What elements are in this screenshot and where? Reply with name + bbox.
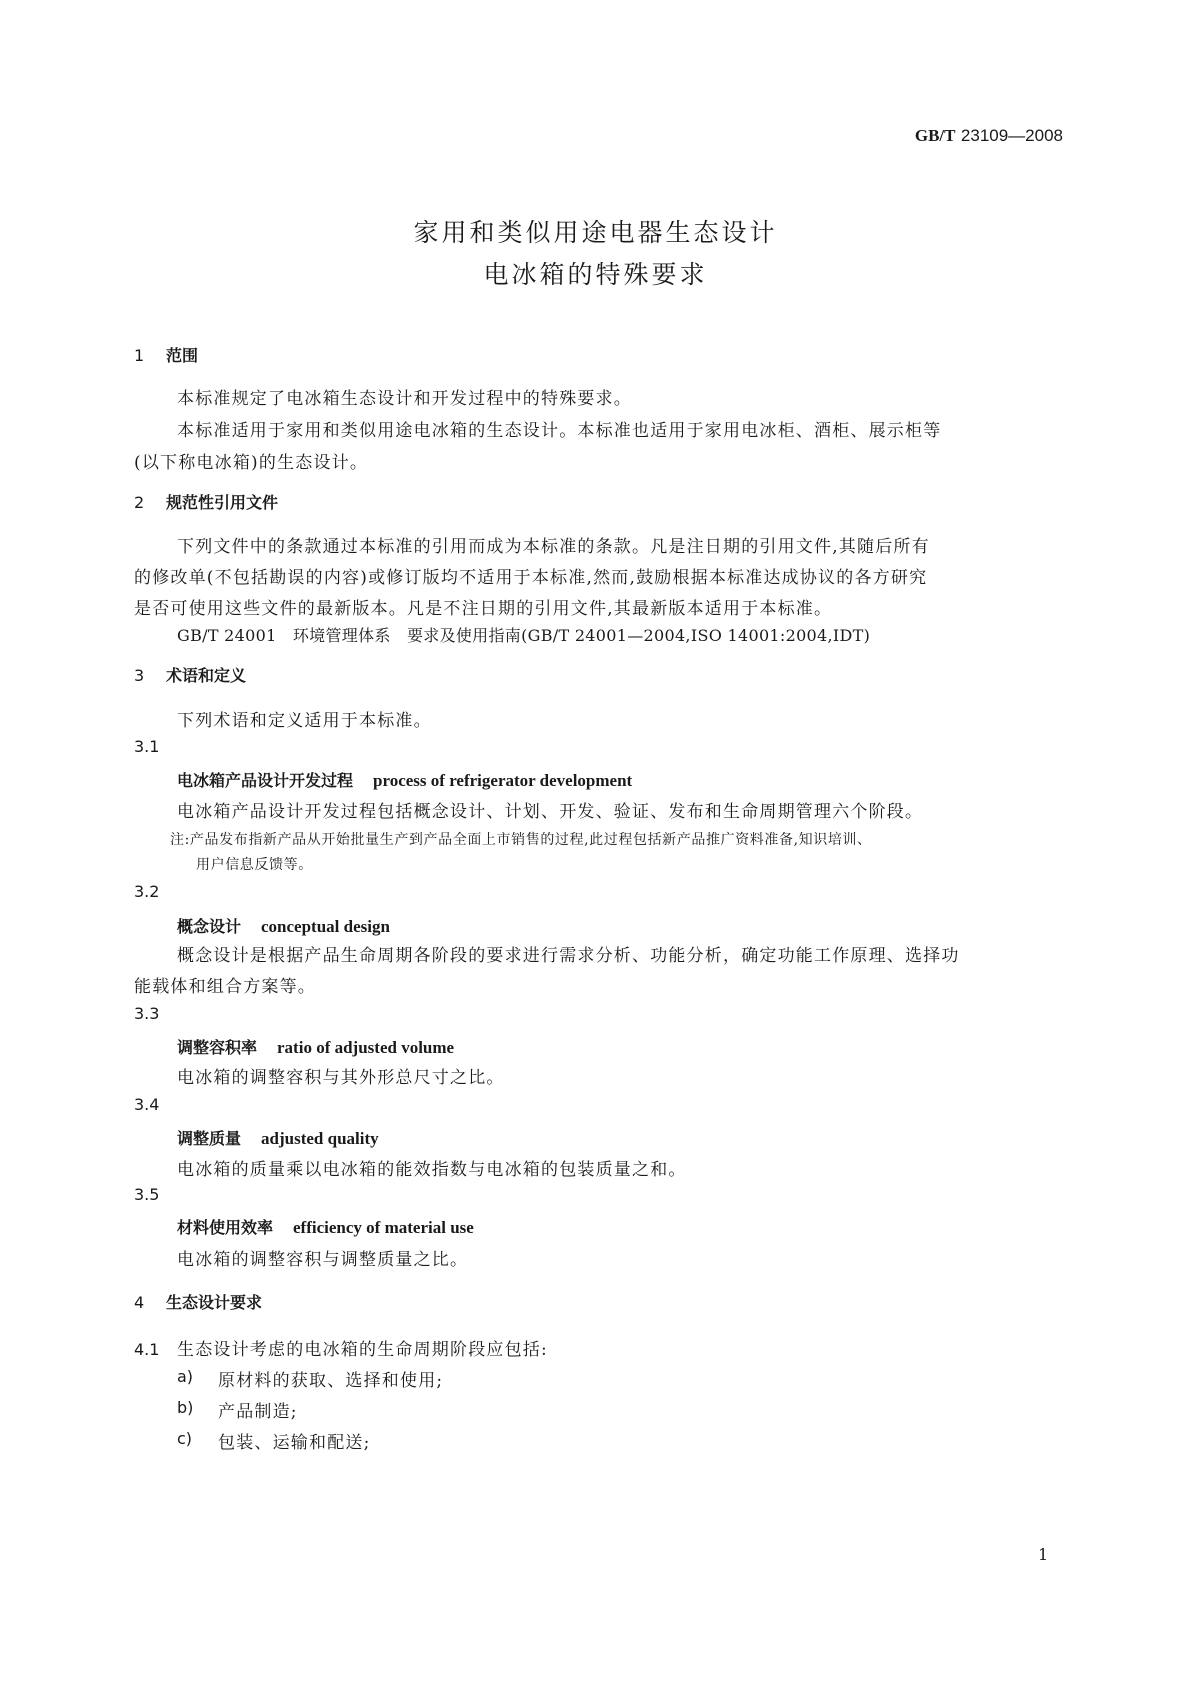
page-number: 1 bbox=[1038, 1545, 1049, 1564]
term-heading: 电冰箱产品设计开发过程 process of refrigerator development bbox=[177, 771, 633, 790]
term-heading: 材料使用效率 efficiency of material use bbox=[177, 1218, 474, 1237]
section-heading-1: 1 范围 bbox=[134, 346, 199, 365]
clause-number: 3.5 bbox=[134, 1185, 160, 1204]
term-heading: 概念设计 conceptual design bbox=[177, 917, 390, 936]
term-definition: 电冰箱产品设计开发过程包括概念设计、计划、开发、验证、发布和生命周期管理六个阶段。 bbox=[177, 802, 924, 822]
list-item-label: a) bbox=[177, 1367, 194, 1386]
clause-4-1: 4.1 生态设计考虑的电冰箱的生命周期阶段应包括: bbox=[134, 1340, 548, 1360]
paragraph: (以下称电冰箱)的生态设计。 bbox=[134, 453, 369, 473]
note: 用户信息反馈等。 bbox=[196, 857, 313, 873]
standard-number: 23109—2008 bbox=[960, 126, 1063, 145]
term-definition: 概念设计是根据产品生命周期各阶段的要求进行需求分析、功能分析，确定功能工作原理、选择功 bbox=[177, 946, 960, 966]
normative-reference: GB/T 24001 环境管理体系 要求及使用指南(GB/T 24001—2004,ISO 14001:2004,IDT) bbox=[177, 626, 871, 645]
term-definition: 电冰箱的质量乘以电冰箱的能效指数与电冰箱的包装质量之和。 bbox=[177, 1160, 687, 1180]
clause-number: 3.1 bbox=[134, 737, 160, 756]
paragraph: 下列文件中的条款通过本标准的引用而成为本标准的条款。凡是注日期的引用文件,其随后所有 bbox=[177, 537, 930, 557]
paragraph: 是否可使用这些文件的最新版本。凡是不注日期的引用文件,其最新版本适用于本标准。 bbox=[134, 599, 833, 619]
term-heading: 调整容积率 ratio of adjusted volume bbox=[177, 1038, 455, 1057]
paragraph: 下列术语和定义适用于本标准。 bbox=[177, 711, 432, 731]
term-definition: 能载体和组合方案等。 bbox=[134, 977, 316, 997]
list-item-text: 原材料的获取、选择和使用; bbox=[218, 1371, 444, 1391]
list-item-text: 包装、运输和配送; bbox=[218, 1433, 371, 1453]
clause-number: 3.2 bbox=[134, 882, 160, 901]
paragraph: 本标准适用于家用和类似用途电冰箱的生态设计。本标准也适用于家用电冰柜、酒柜、展示柜等 bbox=[177, 421, 942, 441]
list-item-label: c) bbox=[177, 1429, 193, 1448]
note: 注:产品发布指新产品从开始批量生产到产品全面上市销售的过程,此过程包括新产品推广资料准备,知识培训、 bbox=[170, 832, 872, 848]
section-heading-4: 4 生态设计要求 bbox=[134, 1293, 263, 1312]
document-title-line1: 家用和类似用途电器生态设计 bbox=[413, 218, 778, 247]
list-item-text: 产品制造; bbox=[218, 1402, 298, 1422]
section-heading-2: 2 规范性引用文件 bbox=[134, 493, 279, 512]
paragraph: 本标准规定了电冰箱生态设计和开发过程中的特殊要求。 bbox=[177, 389, 632, 409]
list-item-label: b) bbox=[177, 1398, 194, 1417]
section-heading-3: 3 术语和定义 bbox=[134, 666, 247, 685]
term-definition: 电冰箱的调整容积与调整质量之比。 bbox=[177, 1250, 469, 1270]
term-definition: 电冰箱的调整容积与其外形总尺寸之比。 bbox=[177, 1068, 505, 1088]
clause-number: 4.1 bbox=[134, 1340, 160, 1359]
standard-prefix: GB/T bbox=[914, 126, 956, 145]
document-title-line2: 电冰箱的特殊要求 bbox=[483, 260, 708, 289]
term-heading: 调整质量 adjusted quality bbox=[177, 1129, 379, 1148]
clause-number: 3.4 bbox=[134, 1095, 160, 1114]
standard-code bbox=[915, 126, 1063, 146]
paragraph: 的修改单(不包括勘误的内容)或修订版均不适用于本标准,然而,鼓励根据本标准达成协议的各方研究 bbox=[134, 568, 928, 588]
clause-number: 3.3 bbox=[134, 1004, 160, 1023]
